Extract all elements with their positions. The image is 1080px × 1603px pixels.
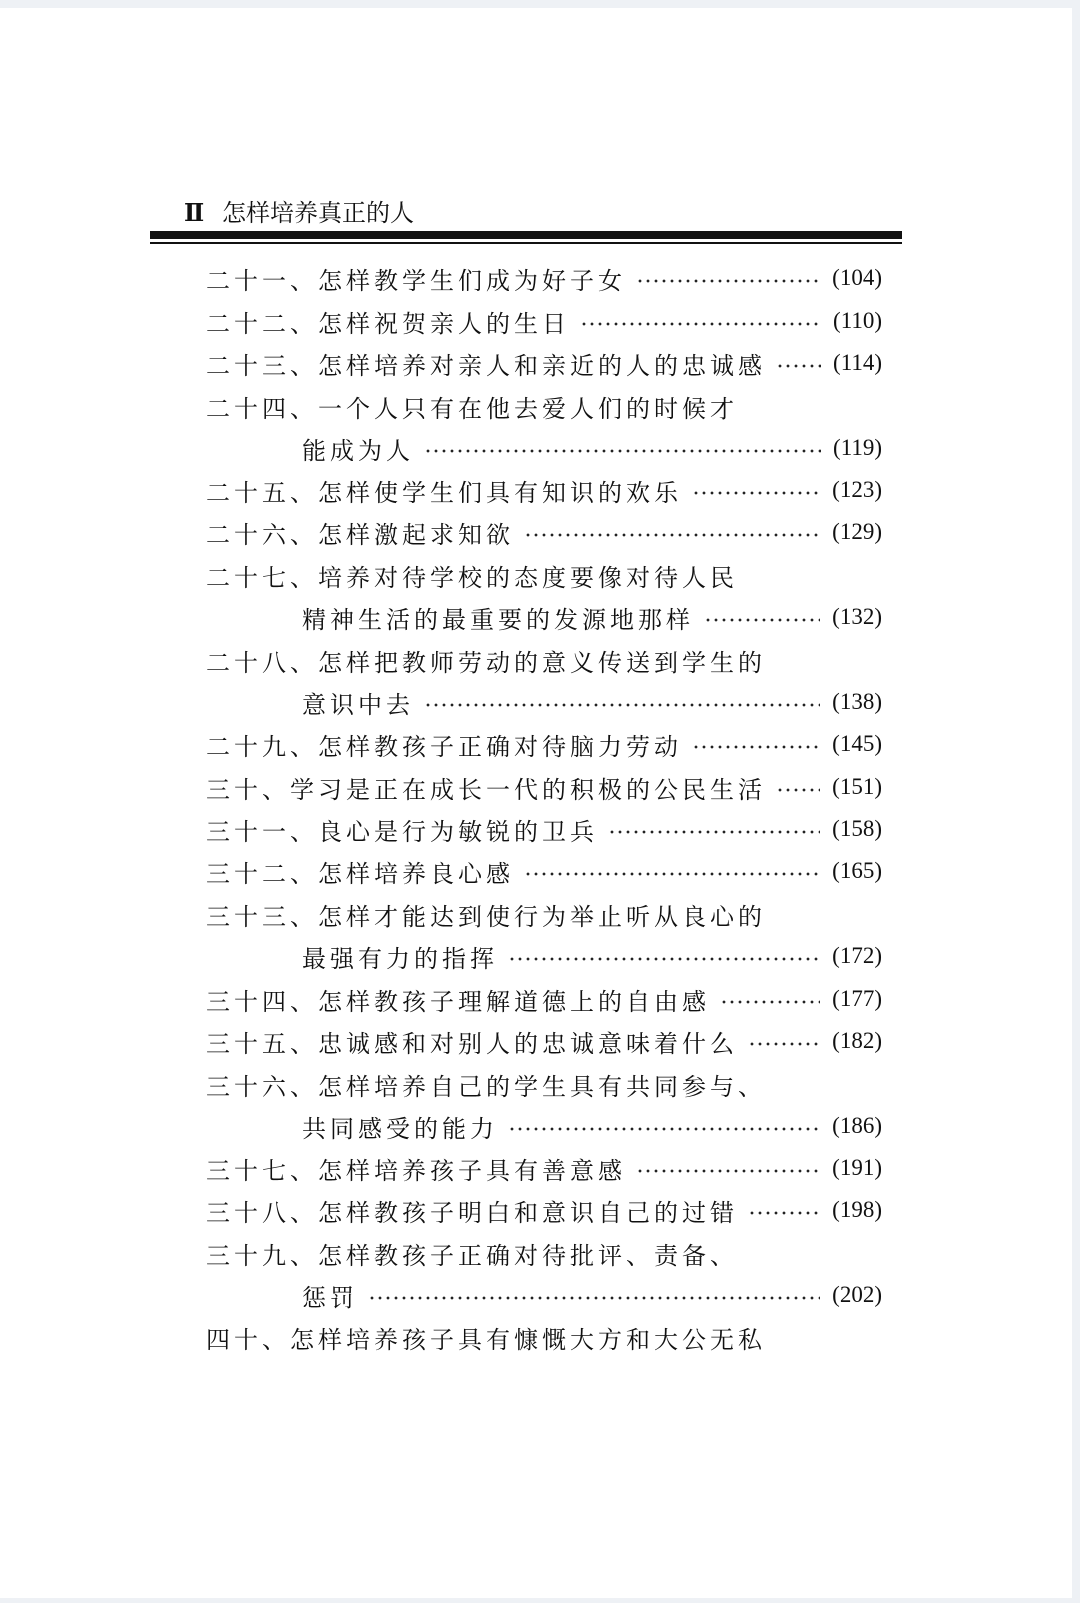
dot-leader — [704, 617, 820, 623]
toc-entry-title: 二十八、怎样把教师劳动的意义传送到学生的 — [206, 648, 766, 677]
dot-leader — [424, 448, 821, 454]
book-title: 怎样培养真正的人 — [222, 199, 414, 227]
dot-leader — [636, 278, 820, 284]
dot-leader — [776, 363, 821, 369]
toc-entry-title: 惩罚 — [302, 1283, 358, 1312]
toc-entry-title: 能成为人 — [302, 436, 414, 465]
toc-entry-title: 二十九、怎样教孩子正确对待脑力劳动 — [206, 732, 682, 761]
toc-entry-title: 三十六、怎样培养自己的学生具有共同参与、 — [206, 1072, 766, 1101]
toc-entry-title: 三十九、怎样教孩子正确对待批评、责备、 — [206, 1241, 738, 1270]
toc-entry-continuation[interactable] — [302, 1279, 882, 1311]
toc-entry[interactable] — [206, 898, 766, 930]
dot-leader — [608, 829, 820, 835]
dot-leader — [580, 321, 821, 327]
toc-entry[interactable] — [206, 1321, 766, 1353]
dot-leader — [720, 999, 820, 1005]
dot-leader — [368, 1295, 820, 1301]
toc-entry[interactable] — [206, 983, 882, 1015]
toc-entry[interactable] — [206, 474, 882, 506]
dot-leader — [748, 1210, 820, 1216]
dot-leader — [748, 1041, 820, 1047]
toc-entry-title: 三十五、忠诚感和对别人的忠诚意味着什么 — [206, 1029, 738, 1058]
toc-page-number: (202) — [832, 1282, 882, 1307]
toc-entry-continuation[interactable] — [302, 1110, 882, 1142]
toc-entry-title: 三十七、怎样培养孩子具有善意感 — [206, 1156, 626, 1185]
dot-leader — [692, 490, 820, 496]
toc-entry-continuation[interactable] — [302, 686, 882, 718]
toc-entry[interactable] — [206, 390, 738, 422]
toc-entry-title: 二十六、怎样激起求知欲 — [206, 520, 514, 549]
toc-page-number: (186) — [832, 1113, 882, 1138]
toc-page-number: (165) — [832, 858, 882, 883]
header-rule-thick — [150, 231, 902, 239]
toc-entry-title: 三十、学习是正在成长一代的积极的公民生活 — [206, 775, 766, 804]
book-page — [0, 8, 1072, 1598]
toc-entry-title: 三十一、良心是行为敏锐的卫兵 — [206, 817, 598, 846]
toc-page-number: (114) — [833, 350, 882, 375]
toc-entry[interactable] — [206, 644, 766, 676]
dot-leader — [524, 871, 820, 877]
toc-page-number: (151) — [832, 774, 882, 799]
part-numeral: Ⅱ — [184, 198, 205, 227]
header-rule-thin — [150, 242, 902, 244]
toc-page-number: (110) — [833, 308, 882, 333]
toc-entry-title: 二十五、怎样使学生们具有知识的欢乐 — [206, 478, 682, 507]
toc-entry-title: 三十八、怎样教孩子明白和意识自己的过错 — [206, 1198, 738, 1227]
toc-entry-title: 三十二、怎样培养良心感 — [206, 859, 514, 888]
toc-page-number: (172) — [832, 943, 882, 968]
toc-page-number: (191) — [832, 1155, 882, 1180]
dot-leader — [424, 702, 820, 708]
dot-leader — [636, 1168, 820, 1174]
toc-page-number: (123) — [832, 477, 882, 502]
toc-entry[interactable] — [206, 347, 882, 379]
toc-page-number: (158) — [832, 816, 882, 841]
toc-entry[interactable] — [206, 516, 882, 548]
toc-entry-title: 四十、怎样培养孩子具有慷慨大方和大公无私 — [206, 1325, 766, 1354]
toc-entry[interactable] — [206, 1237, 738, 1269]
toc-entry[interactable] — [206, 728, 882, 760]
toc-page-number: (132) — [832, 604, 882, 629]
toc-entry[interactable] — [206, 771, 882, 803]
toc-entry[interactable] — [206, 559, 738, 591]
toc-page-number: (138) — [832, 689, 882, 714]
toc-entry[interactable] — [206, 305, 882, 337]
dot-leader — [776, 787, 820, 793]
toc-entry-title: 二十四、一个人只有在他去爱人们的时候才 — [206, 394, 738, 423]
toc-entry-continuation[interactable] — [302, 432, 882, 464]
toc-entry-title: 意识中去 — [302, 690, 414, 719]
dot-leader — [524, 532, 820, 538]
toc-entry-title: 二十一、怎样教学生们成为好子女 — [206, 266, 626, 295]
toc-entry[interactable] — [206, 1068, 766, 1100]
toc-entry-title: 最强有力的指挥 — [302, 944, 498, 973]
toc-page-number: (177) — [832, 986, 882, 1011]
toc-entry-continuation[interactable] — [302, 940, 882, 972]
toc-page-number: (198) — [832, 1197, 882, 1222]
toc-page-number: (104) — [832, 265, 882, 290]
toc-entry-title: 二十七、培养对待学校的态度要像对待人民 — [206, 563, 738, 592]
toc-page-number: (182) — [832, 1028, 882, 1053]
dot-leader — [508, 956, 820, 962]
toc-entry-title: 二十二、怎样祝贺亲人的生日 — [206, 309, 570, 338]
toc-entry-continuation[interactable] — [302, 601, 882, 633]
toc-entry[interactable] — [206, 1025, 882, 1057]
toc-entry-title: 三十四、怎样教孩子理解道德上的自由感 — [206, 987, 710, 1016]
toc-page-number: (119) — [833, 435, 882, 460]
toc-entry[interactable] — [206, 262, 882, 294]
running-header — [184, 193, 414, 228]
toc-entry-title: 精神生活的最重要的发源地那样 — [302, 605, 694, 634]
toc-entry[interactable] — [206, 813, 882, 845]
toc-entry[interactable] — [206, 1152, 882, 1184]
toc-entry-title: 二十三、怎样培养对亲人和亲近的人的忠诚感 — [206, 351, 766, 380]
dot-leader — [692, 744, 820, 750]
toc-entry-title: 三十三、怎样才能达到使行为举止听从良心的 — [206, 902, 766, 931]
toc-page-number: (145) — [832, 731, 882, 756]
dot-leader — [508, 1126, 820, 1132]
toc-entry[interactable] — [206, 855, 882, 887]
toc-entry[interactable] — [206, 1194, 882, 1226]
toc-entry-title: 共同感受的能力 — [302, 1114, 498, 1143]
toc-page-number: (129) — [832, 519, 882, 544]
